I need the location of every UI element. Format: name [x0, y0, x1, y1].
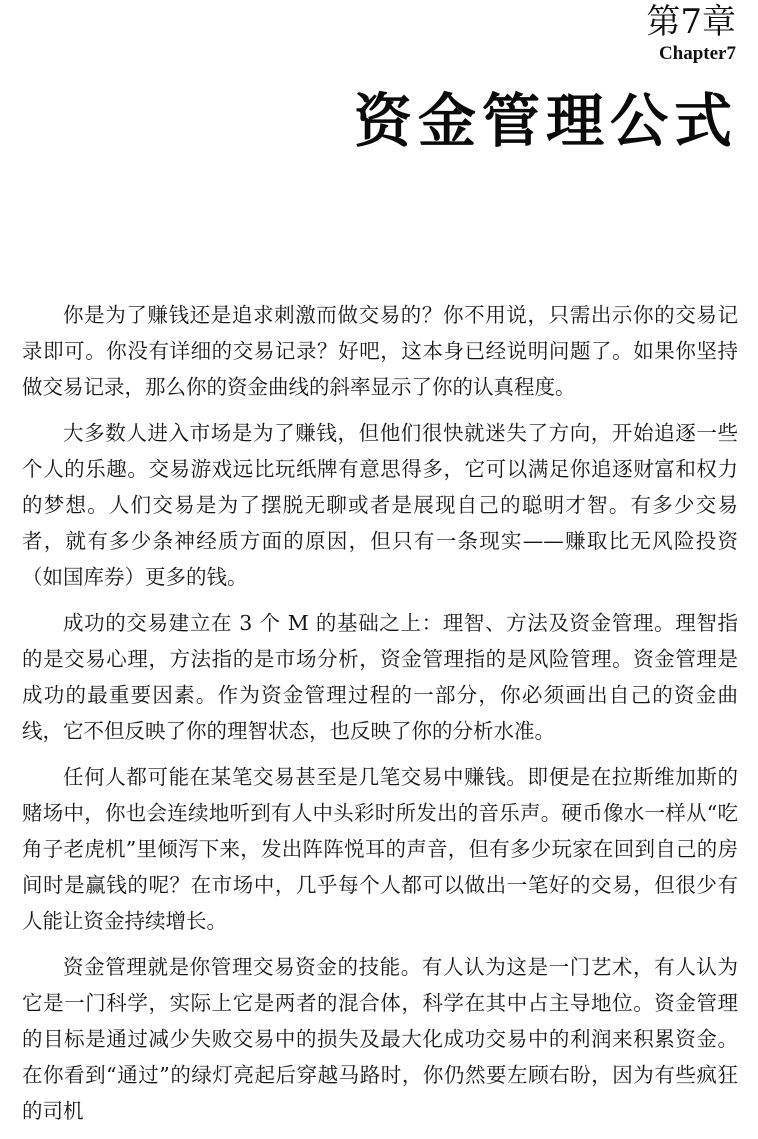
chapter-number: 第7章: [646, 2, 736, 42]
paragraph: 成功的交易建立在 3 个 M 的基础之上：理智、方法及资金管理。理智指的是交易心理，方法指的是市场分析，资金管理指的是风险管理。资金管理是成功的最重要因素。作为资金管理过程的一部分，你必须画出自己的资金曲线，它不但反映了你的理智状态，也反映了你的分析水准。: [22, 611, 738, 743]
paragraph: 资金管理就是你管理交易资金的技能。有人认为这是一门艺术，有人认为它是一门科学，实际上它是两者的混合体，科学在其中占主导地位。资金管理的目标是通过减少失败交易中的损失及最大化成功交易中的利润来积累资金。在你看到“通过”的绿灯亮起后穿越马路时，你仍然要左顾右盼，因为有些疯狂的司机: [22, 955, 738, 1123]
chapter-header: [646, 2, 736, 64]
chapter-label: Chapter7: [658, 43, 736, 64]
paragraph: 你是为了赚钱还是追求刺激而做交易的？你不用说，只需出示你的交易记录即可。你没有详细的交易记录？好吧，这本身已经说明问题了。如果你坚持做交易记录，那么你的资金曲线的斜率显示了你的认真程度。: [22, 303, 738, 399]
paragraph: 大多数人进入市场是为了赚钱，但他们很快就迷失了方向，开始追逐一些个人的乐趣。交易游戏远比玩纸牌有意思得多，它可以满足你追逐财富和权力的梦想。人们交易是为了摆脱无聊或者是展现自己的聪明才智。有多少交易者，就有多少条神经质方面的原因，但只有一条现实——赚取比无风险投资（如国库券）更多的钱。: [22, 421, 738, 589]
body-text: [22, 297, 738, 1139]
chapter-title: 资金管理公式: [353, 87, 738, 155]
paragraph: 任何人都可能在某笔交易甚至是几笔交易中赚钱。即便是在拉斯维加斯的赌场中，你也会连续地听到有人中头彩时所发出的音乐声。硬币像水一样从“吃角子老虎机”里倾泻下来，发出阵阵悦耳的声音，但有多少玩家在回到自己的房间时是赢钱的呢？在市场中，几乎每个人都可以做出一笔好的交易，但很少有人能让资金持续增长。: [22, 765, 738, 933]
